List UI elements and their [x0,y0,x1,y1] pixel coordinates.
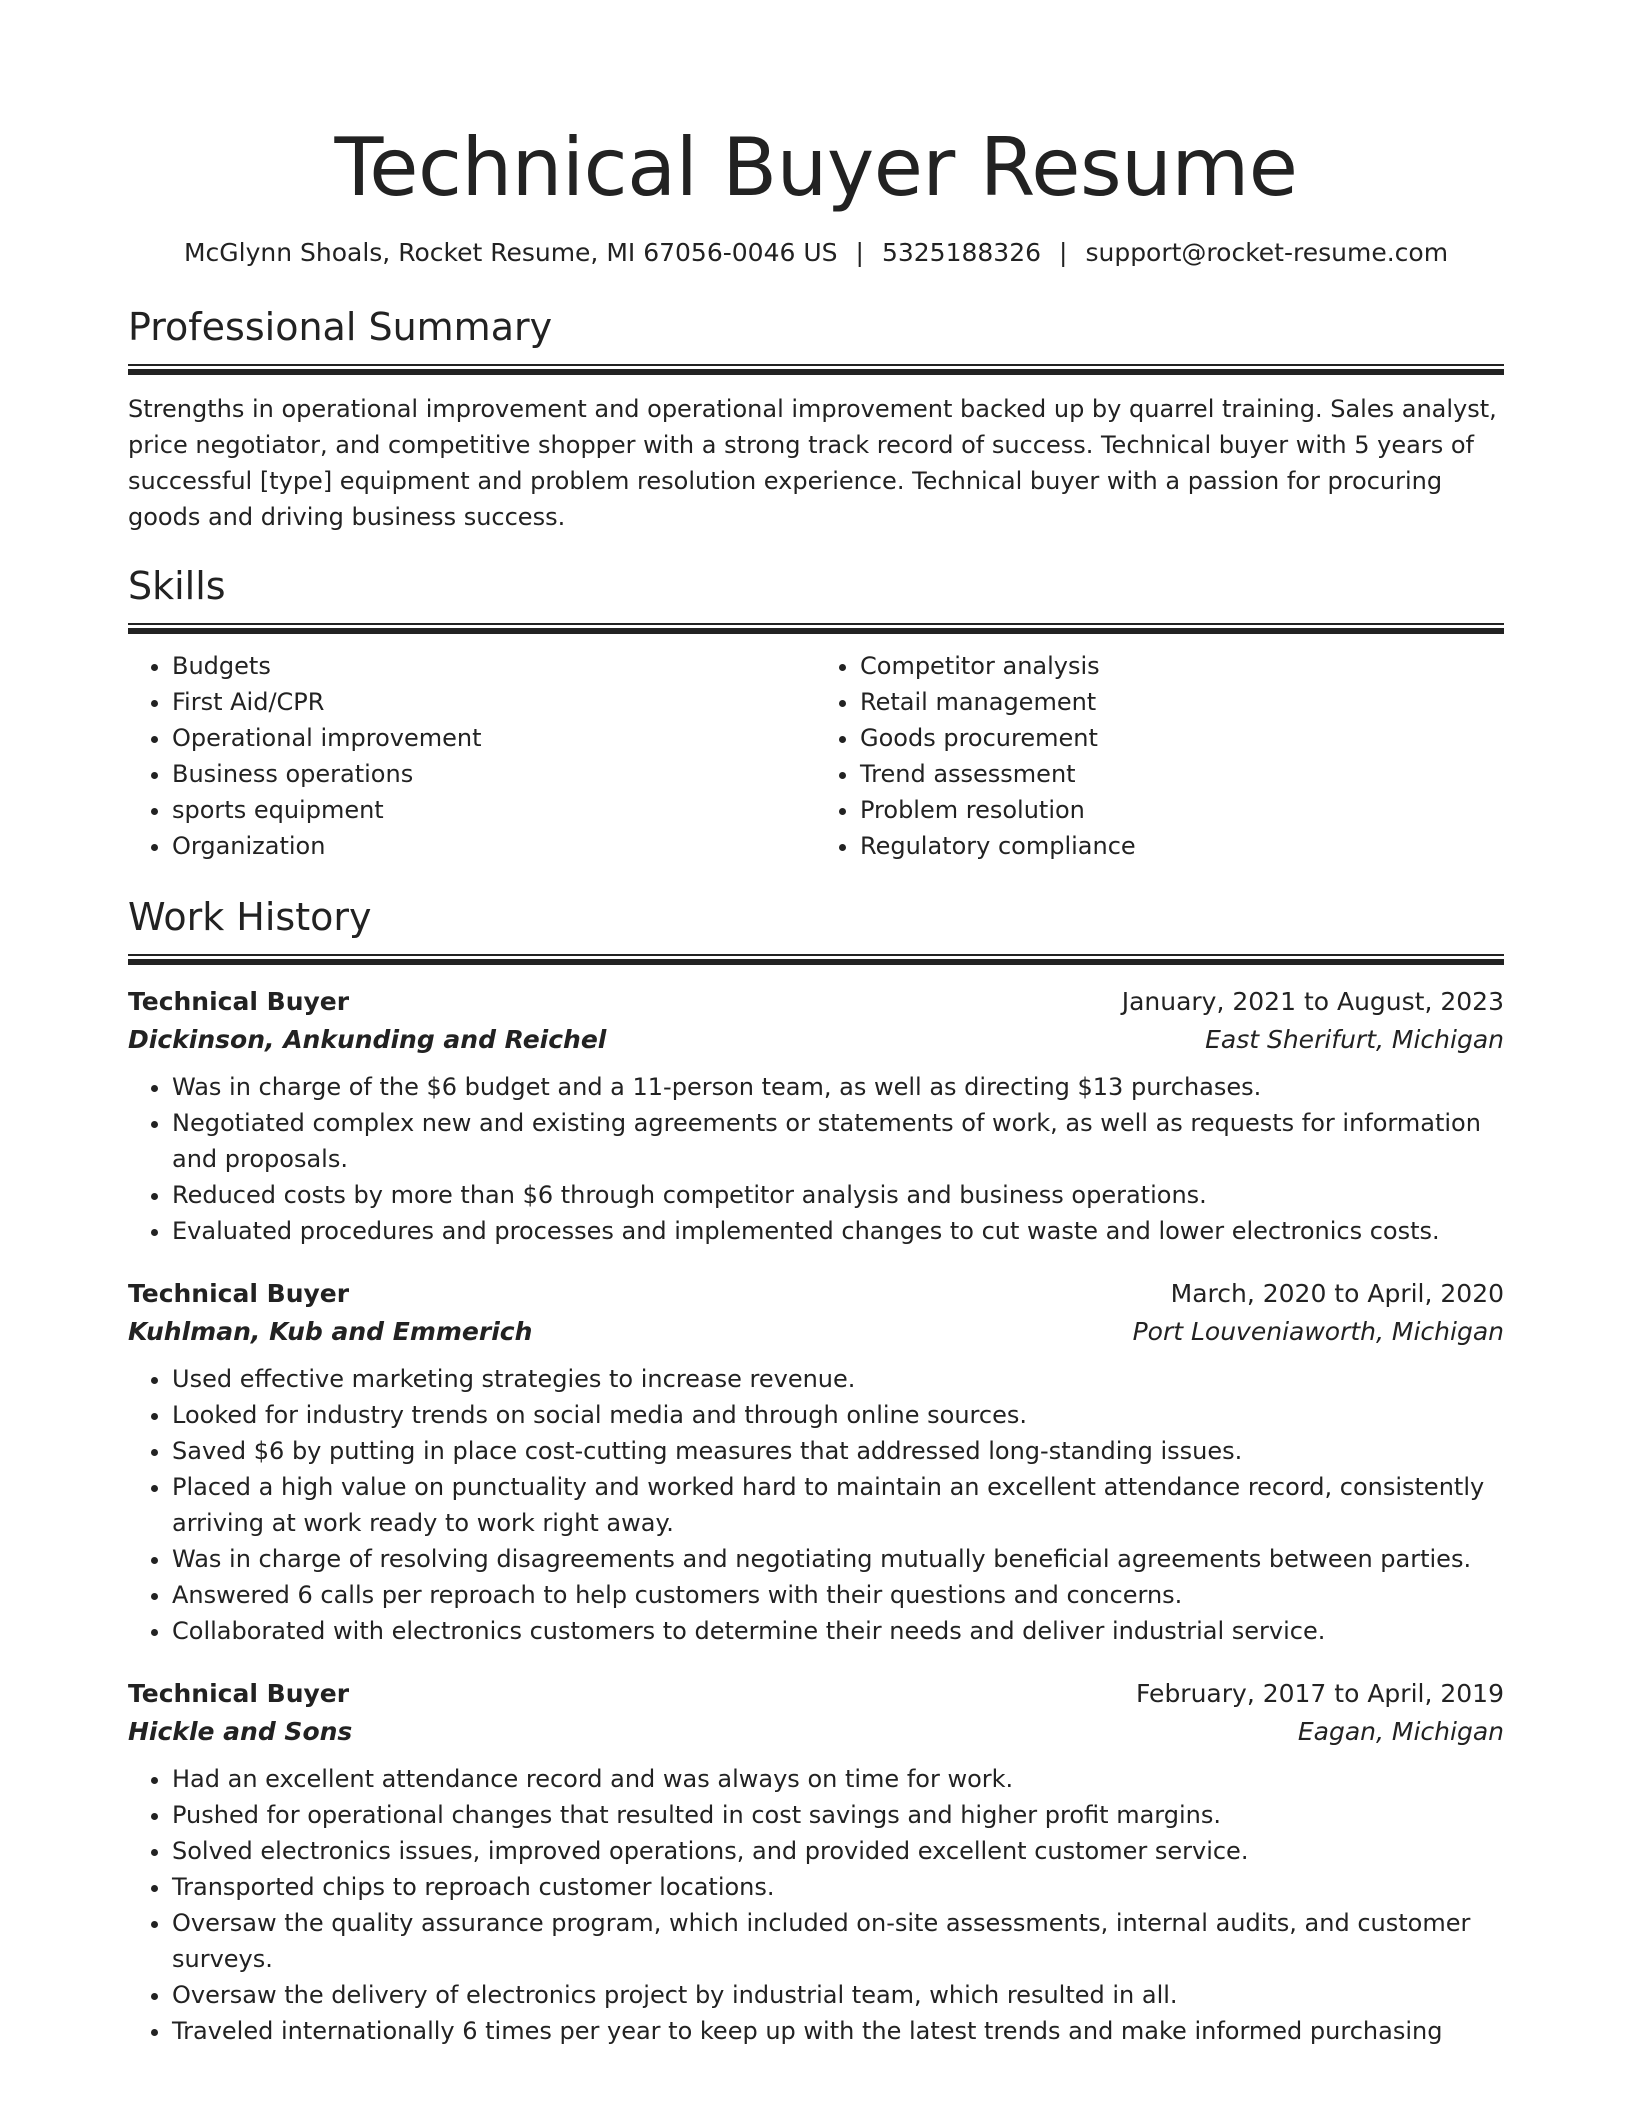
list-item: • Negotiated complex new and existing agreements or statements of work, as well as requests for information and proposals. [172,1105,1504,1177]
skills-list-left [128,648,816,864]
job-title: Technical Buyer [128,1279,350,1308]
list-item: • Oversaw the delivery of electronics project by industrial team, which resulted in all. [172,1977,1504,2013]
job-company: Dickinson, Ankunding and Reichel [128,1025,607,1054]
skill-item: • First Aid/CPR [172,684,816,720]
job-entry [128,983,1504,1249]
contact-email: support@rocket-resume.com [1085,238,1449,267]
job-bullets [128,1361,1504,1649]
job-bullets [128,1761,1504,2049]
contact-address: McGlynn Shoals, Rocket Resume, MI 67056-0046 US [183,238,838,267]
section-heading-skills: Skills [128,564,226,608]
resume-page [128,0,1504,2049]
page-title: Technical Buyer Resume [334,121,1298,214]
skill-item: • Operational improvement [172,720,816,756]
contact-separator: | [855,238,864,267]
list-item: • Traveled internationally 6 times per year to keep up with the latest trends and make informed purchasing [172,2013,1504,2049]
work-history-section [128,892,1504,2049]
skill-item: • Regulatory compliance [860,828,1504,864]
summary-section [128,302,1504,535]
list-item: • Pushed for operational changes that resulted in cost savings and higher profit margins. [172,1797,1504,1833]
job-title: Technical Buyer [128,1679,350,1708]
job-entry [128,1275,1504,1649]
list-item: • Reduced costs by more than $6 through competitor analysis and business operations. [172,1177,1504,1213]
skill-item: • Trend assessment [860,756,1504,792]
job-entry [128,1675,1504,2049]
summary-text: Strengths in operational improvement and operational improvement backed up by quarrel training. Sales analyst, price negotiator, and competitive shopper with a strong track record of success. Technical buyer with 5 years of successful [type] equipment and problem resolution experience. Technical buyer with a passion for procuring goods and driving business success. [128,395,1497,531]
list-item: • Was in charge of resolving disagreements and negotiating mutually beneficial agreements between parties. [172,1541,1504,1577]
section-divider [128,364,1504,375]
contact-phone: 5325188326 [881,238,1042,267]
job-title: Technical Buyer [128,987,350,1016]
contact-line [128,236,1504,270]
list-item: • Was in charge of the $6 budget and a 11-person team, as well as directing $13 purchases. [172,1069,1504,1105]
job-dates: March, 2020 to April, 2020 [1170,1279,1504,1308]
list-item: • Transported chips to reproach customer locations. [172,1869,1504,1905]
section-heading-work: Work History [128,895,372,939]
section-heading-summary: Professional Summary [128,305,553,349]
list-item: • Placed a high value on punctuality and worked hard to maintain an excellent attendance record, consistently arriving at work ready to work right away. [172,1469,1504,1541]
skills-list-right [816,648,1504,864]
list-item: • Answered 6 calls per reproach to help customers with their questions and concerns. [172,1577,1504,1613]
skill-item: • Competitor analysis [860,648,1504,684]
skill-item: • sports equipment [172,792,816,828]
list-item: • Oversaw the quality assurance program, which included on-site assessments, internal audits, and customer surveys. [172,1905,1504,1977]
job-dates: February, 2017 to April, 2019 [1136,1679,1504,1708]
section-divider [128,954,1504,965]
job-company: Hickle and Sons [128,1717,353,1746]
list-item: • Saved $6 by putting in place cost-cutting measures that addressed long-standing issues. [172,1433,1504,1469]
list-item: • Solved electronics issues, improved operations, and provided excellent customer service. [172,1833,1504,1869]
job-dates: January, 2021 to August, 2023 [1121,987,1504,1016]
list-item: • Had an excellent attendance record and was always on time for work. [172,1761,1504,1797]
list-item: • Evaluated procedures and processes and implemented changes to cut waste and lower electronics costs. [172,1213,1504,1249]
job-company: Kuhlman, Kub and Emmerich [128,1317,533,1346]
skill-item: • Problem resolution [860,792,1504,828]
skill-item: • Business operations [172,756,816,792]
skill-item: • Budgets [172,648,816,684]
job-location: Port Louveniaworth, Michigan [1132,1317,1504,1346]
list-item: • Collaborated with electronics customers to determine their needs and deliver industrial service. [172,1613,1504,1649]
skill-item: • Goods procurement [860,720,1504,756]
skills-section [128,561,1504,864]
skills-columns [128,648,1504,864]
job-location: East Sherifurt, Michigan [1205,1025,1504,1054]
job-location: Eagan, Michigan [1297,1717,1504,1746]
job-bullets [128,1069,1504,1249]
list-item: • Used effective marketing strategies to increase revenue. [172,1361,1504,1397]
skill-item: • Organization [172,828,816,864]
list-item: • Looked for industry trends on social media and through online sources. [172,1397,1504,1433]
section-divider [128,623,1504,634]
skill-item: • Retail management [860,684,1504,720]
contact-separator: | [1059,238,1068,267]
